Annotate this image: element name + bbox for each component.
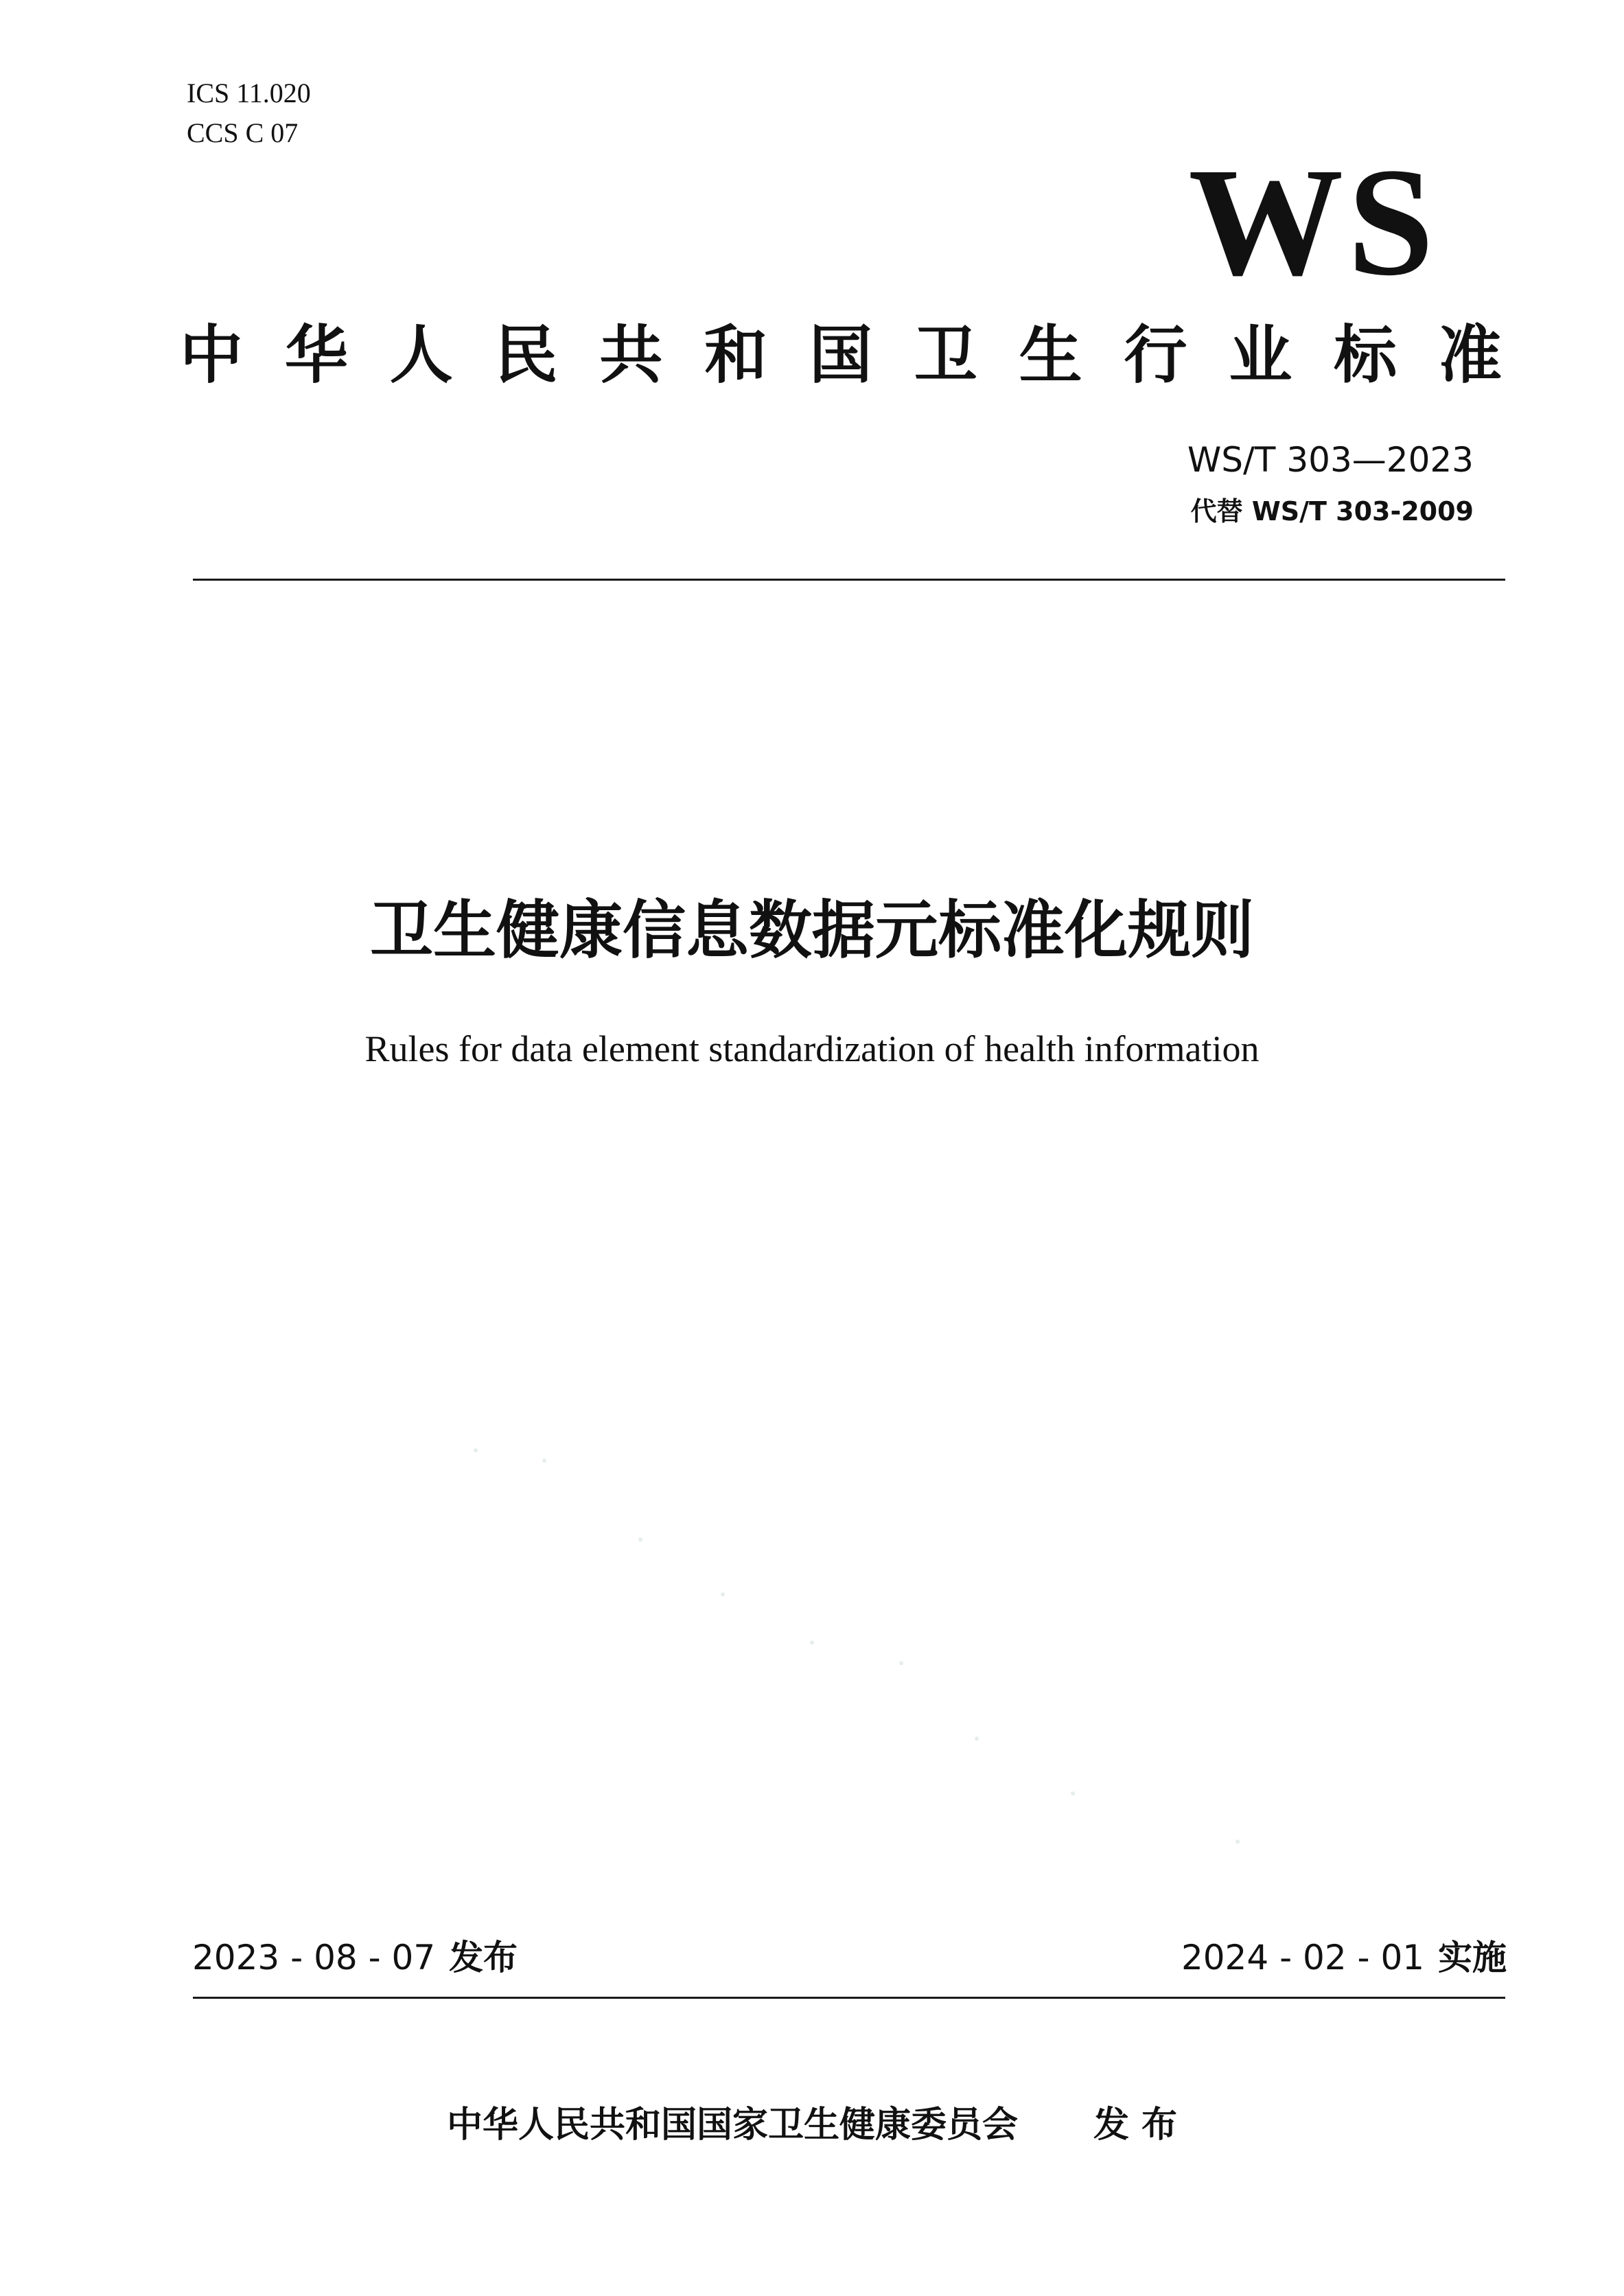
issue-date-value: 2023 - 08 - 07 (192, 1938, 436, 1978)
scan-speck (474, 1448, 478, 1452)
category-char: 国 (809, 318, 872, 392)
scan-speck (542, 1459, 546, 1463)
document-title-english: Rules for data element standardization of health information (364, 1028, 1260, 1069)
scan-speck (721, 1592, 725, 1597)
ccs-code: CCS C 07 (187, 117, 299, 148)
scan-speck (899, 1661, 903, 1665)
standard-number: WS/T 303—2023 (1187, 440, 1474, 480)
category-char: 行 (1124, 318, 1187, 392)
category-char: 业 (1229, 318, 1292, 392)
category-char: 准 (1438, 318, 1502, 392)
implementation-date-value: 2024 - 02 - 01 (1181, 1938, 1425, 1978)
category-char: 标 (1334, 318, 1397, 392)
ics-code: ICS 11.020 (187, 78, 311, 108)
publisher-name: 中华人民共和国国家卫生健康委员会 (446, 2104, 1018, 2146)
category-char: 民 (494, 318, 558, 392)
category-char: 和 (704, 318, 768, 392)
issue-label: 发布 (449, 1938, 518, 1978)
category-char: 人 (389, 318, 453, 392)
category-char: 生 (1019, 318, 1082, 392)
publisher (0, 2103, 1624, 2147)
publish-action: 发 布 (1093, 2104, 1178, 2146)
category-char: 中 (180, 318, 244, 392)
issue-date (192, 1937, 518, 1978)
document-title-chinese: 卫生健康信息数据元标准化规则 (369, 894, 1254, 967)
bottom-divider (193, 1997, 1505, 1999)
implementation-date (1181, 1937, 1507, 1978)
standard-category-title (180, 314, 1502, 397)
scan-speck (975, 1737, 979, 1741)
scan-speck (810, 1640, 814, 1645)
implementation-label: 实施 (1438, 1938, 1507, 1978)
scan-speck (638, 1538, 642, 1542)
replaces-standard: 代替 WS/T 303-2009 (1190, 496, 1474, 526)
top-divider (193, 579, 1505, 581)
scan-speck (1071, 1791, 1075, 1796)
scan-speck (1236, 1840, 1240, 1844)
category-char: 华 (284, 318, 348, 392)
category-char: 卫 (914, 318, 977, 392)
ws-logo: WS (1188, 136, 1438, 308)
category-char: 共 (599, 318, 663, 392)
